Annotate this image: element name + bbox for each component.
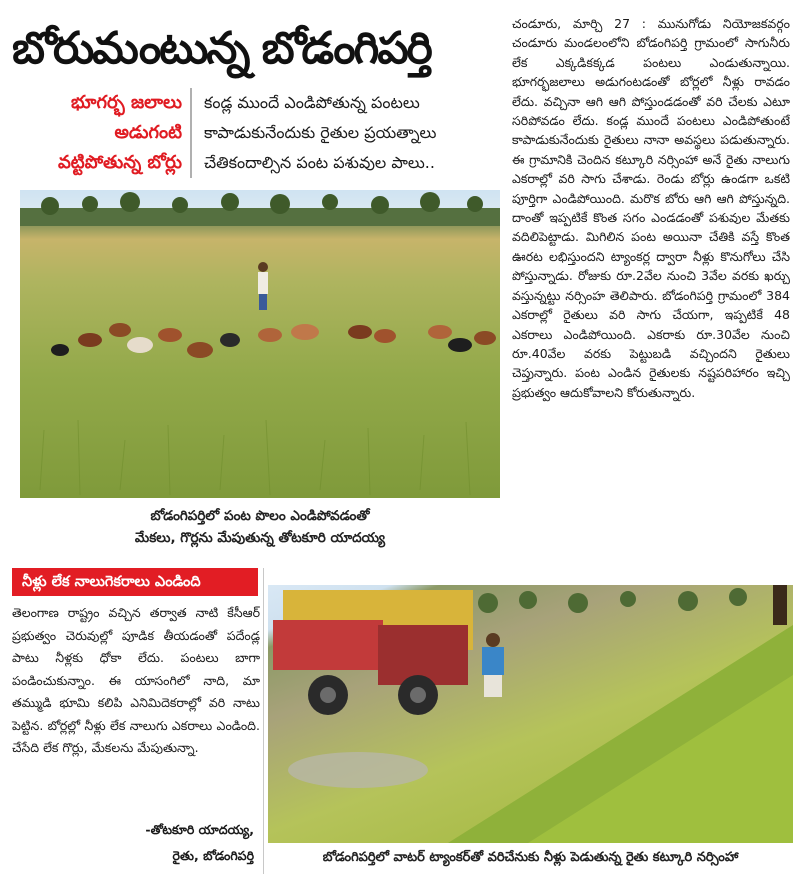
quote-box-body: తెలంగాణ రాష్ట్రం వచ్చిన తర్వాత నాటి కేసీఆర్ ప్రభుత్వం చెరువుల్లో పూడిక తీయడంతో పదేండ్ల పాటు నీళ్లకు ధోకా లేదు. పంటలు బాగా పండించుకున్నాం. ఈ యాసంగిలో నాది, మా తమ్ముడి భూమి కలిపి ఎనిమిదెకరాల్లో వరి నాటు పెట్టిన. బోర్లల్లో నీళ్లు లేక నాలుగు ఎకరాలు ఎండింది. చేసేది లేక గొర్లు, మేకలను మేపుతున్నా. [12,605,260,755]
subheadline [12,88,182,178]
quote-signature-place: రైతు, బోడంగిపర్తి [172,848,254,863]
caption-line: బోడంగిపర్తిలో పంట పొలం ఎండిపోవడంతో [150,508,370,524]
deck-line: కండ్ల ముందే ఎండిపోతున్న పంటలు [204,93,420,112]
quote-box-title: నీళ్లు లేక నాలుగెకరాలు ఎండింది [12,568,258,596]
photo-goats-field-illustration [20,190,500,498]
photo-tanker-caption: బోడంగిపర్తిలో వాటర్ ట్యాంకర్‌తో వరిచేనుకు నీళ్లు పెడుతున్న రైతు కట్కూరి నర్సింహా [322,850,739,865]
subhead-line: భూగర్భ జలాలు [70,92,182,113]
caption-line: మేకలు, గొర్లను మేపుతున్న తోటకూరి యాదయ్య [134,530,386,546]
deck [190,88,500,178]
headline: బోరుమంటున్న బోడంగిపర్తి [12,23,431,74]
farmer-quote-box [12,568,260,874]
photo-water-tanker-illustration [268,585,793,843]
quote-signature-name: -తోటకూరి యాదయ్య, [145,822,254,837]
article-body: చండూరు, మార్చి 27 : మునుగోడు నియోజకవర్గం చండూరు మండలంలోని బోడంగిపర్తి గ్రామంలో సాగునీరు లేక ఎక్కడికక్కడ పంటలు ఎండుతున్నాయి. భూగర్భజలాలు అడుగంటడంతో బోర్లలో నీళ్లు రావడం లేదు. వచ్చినా ఆగి ఆగి పోస్తుండడంతో వరి చేలకు ఎటూ సరిపోవడం లేదు. కండ్ల ముందే పంటలు ఎండిపోతుంటే కాపాడుకునేందుకు రైతులు నానా అవస్థలు పడుతున్నారు. ఈ గ్రామానికి చెందిన కట్కూరి నర్సింహా అనే రైతు నాలుగు ఎకరాల్లో వరి సాగు చేశాడు. రెండు బోర్లు ఉండగా ఒకటి పూర్తిగా ఎండిపోయింది. మరొక బోరు ఆగి ఆగి పోస్తున్నది. దాంతో ఇప్పటికే కొంత సగం ఎండడంతో పశువుల మేతకు వదిలిపెట్టాడు. మిగిలిన పంట అయినా చేతికి వస్తే కొంత ఊరట లభిస్తుందని ట్యాంకర్ల ద్వారా నీళ్లు కొనుగోలు చేసి పోస్తున్నాడు. రోజుకు రూ.2వేల నుంచి 3వేల వరకు ఖర్చు వస్తున్నట్టు నర్సింహ తెలిపారు. బోడంగిపర్తి గ్రామంలో 384 ఎకరాల్లో రైతులు వరి సాగు చేయగా, ఇప్పటికే 48 ఎకరాలు ఎండిపోయింది. ఎకరాకు రూ.30వేల నుంచి రూ.40వేల వరకు పెట్టుబడి వచ్చిందని రైతులు చెప్తున్నారు. పంట ఎండిన రైతులకు నష్టపరిహారం ఇచ్చి ప్రభుత్వం ఆదుకోవాలని కోరుతున్నారు. [512,16,790,400]
subhead-line: అడుగంటి [114,122,182,143]
deck-line: కాపాడుకునేందుకు రైతుల ప్రయత్నాలు [204,123,437,142]
subhead-line: వట్టిపోతున్న బోర్లు [58,152,182,173]
column-divider [263,568,264,874]
photo-goats-field [20,190,500,498]
photo-water-tanker [268,585,793,843]
deck-line: చేతికందాల్సిన పంట పశువుల పాలు.. [204,153,435,172]
photo-goats-caption [20,505,500,549]
